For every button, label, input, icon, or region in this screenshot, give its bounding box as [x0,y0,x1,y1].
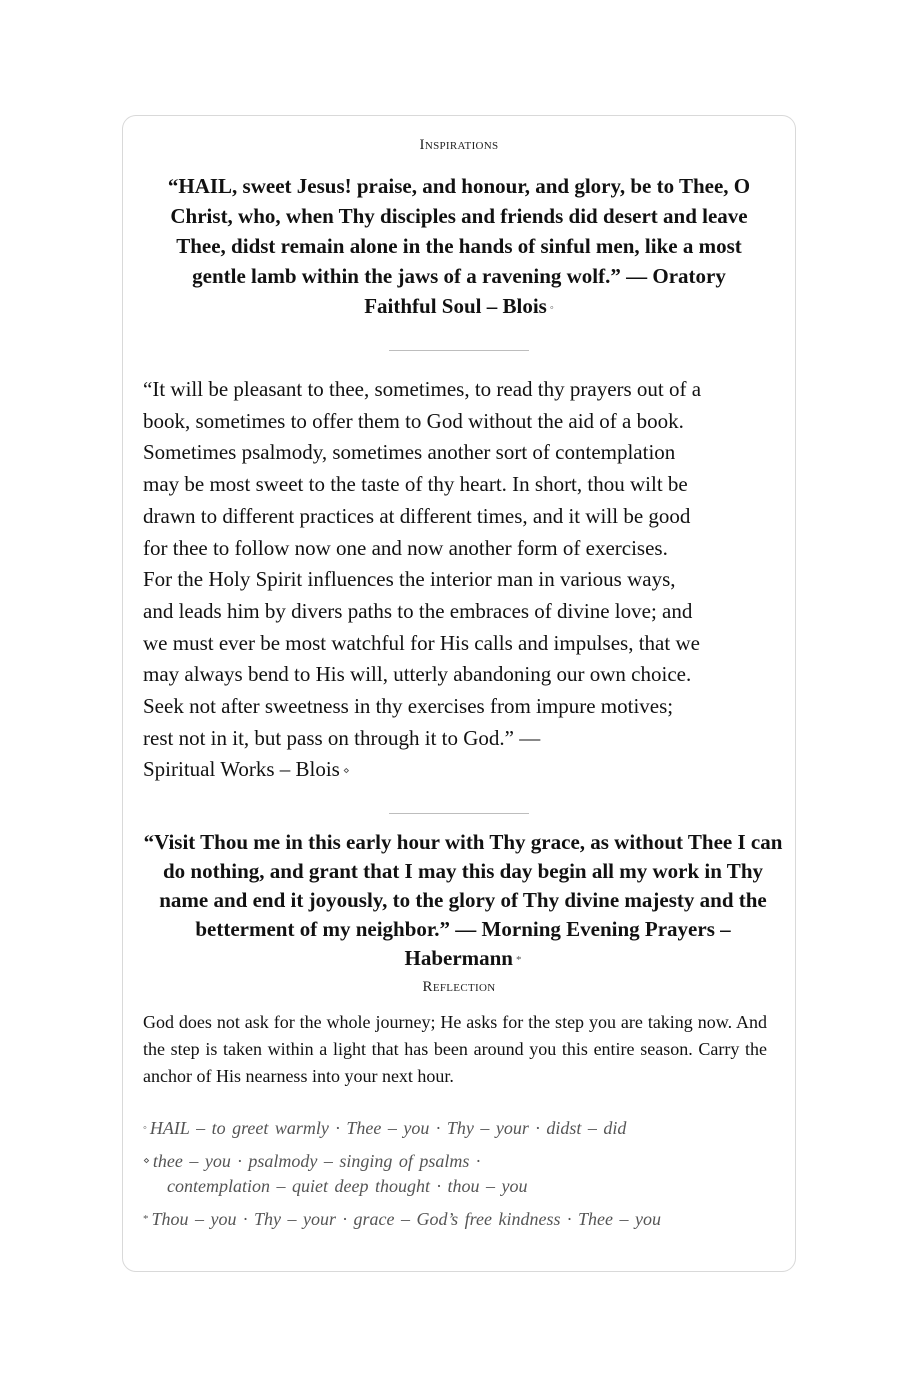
glossary-entry [143,1116,775,1141]
second-quote-line: may be most sweet to the taste of thy heart. In short, thou wilt be [143,472,688,497]
reflection-heading: Reflection [422,979,496,996]
first-quote-marker: ◦ [549,302,554,314]
glossary [143,1116,775,1232]
divider [389,813,529,814]
glossary-marker: ◦ [143,1122,147,1135]
second-quote-line: For the Holy Spirit influences the interior man in various ways, [143,567,676,592]
second-quote-line: Seek not after sweetness in thy exercises from impure motives; [143,694,674,719]
glossary-marker: ⋄ [143,1155,150,1168]
card-content [143,116,783,1240]
second-quote-line: book, sometimes to offer them to God without the aid of a book. [143,408,684,433]
inspiration-card [122,115,796,1272]
glossary-entry [143,1149,775,1199]
inspirations-heading: Inspirations [419,137,499,153]
second-quote-marker: ⋄ [342,765,350,778]
first-quote-text: “HAIL, sweet Jesus! praise, and honour, and glory, be to Thee, O Christ, who, when Thy disciples and friends did desert and leave Thee, didst remain alone in the hands of sinful men, like a most gentle lamb within the jaws of a ravening wolf.” — Oratory Faithful Soul – Blois [167,174,751,318]
second-quote-line: “It will be pleasant to thee, sometimes, to read thy prayers out of a [143,377,702,401]
glossary-text-continued: contemplation – quiet deep thought · thou – you [167,1176,528,1197]
glossary-text: Thou – you · Thy – your · grace – God’s free kindness · Thee – you [151,1209,661,1230]
second-quote-line: may always bend to His will, utterly abandoning our own choice. [143,662,692,687]
glossary-marker: * [143,1213,149,1226]
second-quote-line: and leads him by divers paths to the embraces of divine love; and [143,598,693,623]
second-quote-source: Spiritual Works – Blois [143,757,340,782]
second-quote-line: rest not in it, but pass on through it to God.” — [143,725,541,750]
second-quote-line: drawn to different practices at different times, and it will be good [143,503,691,528]
glossary-text: HAIL – to greet warmly · Thee – you · Thy – your · didst – did [149,1118,627,1139]
second-quote-line: Sometimes psalmody, sometimes another sort of contemplation [143,440,676,465]
first-quote [161,171,757,323]
reflection-text: God does not ask for the whole journey; He asks for the step you are taking now. And the step is taken within a light that has been around you this entire season. Carry the anchor of His nearness into your next hour. [143,1012,767,1087]
third-quote-text: “Visit Thou me in this early hour with Thy grace, as without Thee I can do nothing, and grant that I may this day begin all my work in Thy name and end it joyously, to the glory of Thy divine majesty and the betterment of my neighbor.” — Morning Evening Prayers – Habermann [143,830,783,971]
third-quote-marker: * [516,954,522,967]
glossary-text: thee – you · psalmody – singing of psalms · [152,1151,481,1172]
second-quote-attribution [143,754,765,788]
divider [389,350,529,351]
second-quote [143,374,775,788]
second-quote-line: for thee to follow now one and now another form of exercises. [143,535,668,560]
third-quote [143,828,783,975]
second-quote-line: we must ever be most watchful for His calls and impulses, that we [143,630,700,655]
glossary-entry [143,1207,775,1232]
